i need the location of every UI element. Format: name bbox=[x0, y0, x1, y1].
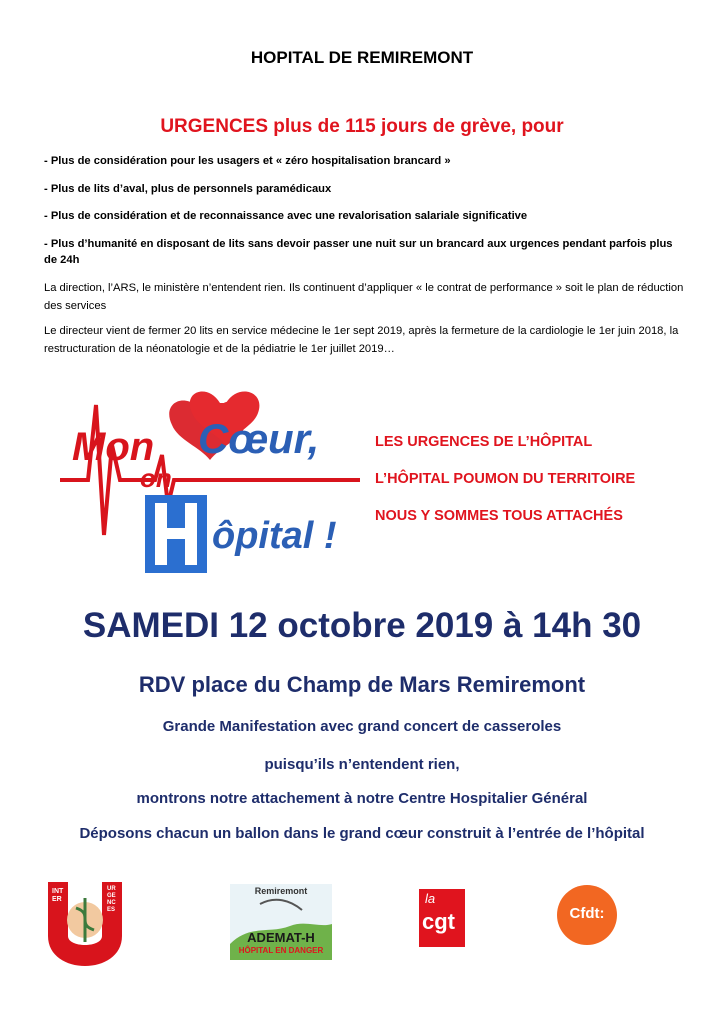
ademat-tagline: HÔPITAL EN DANGER bbox=[238, 946, 324, 955]
paragraph-direction: La direction, l’ARS, le ministère n’entendent rien. Ils continuent d’appliquer « le contrat de performance » soit le plan de réduction des services bbox=[44, 282, 684, 312]
slogan-line: L’HÔPITAL POUMON DU TERRITOIRE bbox=[375, 471, 636, 487]
cfdt-name: Cfdt: bbox=[569, 905, 605, 922]
ademat-logo bbox=[230, 884, 332, 960]
logo-word-mon: Mon bbox=[72, 425, 155, 469]
logo-word-coeur: Cœur, bbox=[198, 415, 320, 462]
demand-item: - Plus d’humanité en disposant de lits sans devoir passer une nuit sur un brancard aux urgences pendant parfois plus de 24h bbox=[44, 238, 673, 266]
paragraph-closures: Le directeur vient de fermer 20 lits en service médecine le 1er sept 2019, après la fermeture de la cardiologie le 1er juin 2018, la restructuration de la néonatologie et de la pédiatrie le 1er juillet 2019… bbox=[44, 325, 679, 355]
page-title: HOPITAL DE REMIREMONT bbox=[250, 48, 474, 67]
logo-word-on: on bbox=[140, 463, 172, 493]
logo-word-hopital: ôpital ! bbox=[212, 515, 337, 557]
strike-headline: URGENCES plus de 115 jours de grève, pour bbox=[160, 116, 564, 137]
event-place: RDV place du Champ de Mars Remiremont bbox=[138, 672, 586, 697]
urgences-label: URGENCES bbox=[107, 886, 116, 913]
event-date: SAMEDI 12 octobre 2019 à 14h 30 bbox=[82, 606, 642, 645]
demand-item: - Plus de lits d’aval, plus de personnels paramédicaux bbox=[44, 183, 332, 195]
demand-item: - Plus de considération pour les usagers et « zéro hospitalisation brancard » bbox=[44, 155, 451, 167]
campaign-logo bbox=[60, 385, 360, 585]
slogan-line: NOUS Y SOMMES TOUS ATTACHÉS bbox=[375, 508, 623, 524]
ademat-name: ADEMAT-H bbox=[247, 930, 315, 945]
slogan-line: LES URGENCES DE L’HÔPITAL bbox=[375, 434, 593, 450]
inter-label: INTER bbox=[52, 888, 64, 903]
event-line: puisqu’ils n’entendent rien, bbox=[264, 756, 460, 773]
demand-item: - Plus de considération et de reconnaissance avec une revalorisation salariale significative bbox=[44, 210, 528, 222]
cgt-logo bbox=[419, 889, 465, 947]
event-line: Grande Manifestation avec grand concert de casseroles bbox=[162, 718, 562, 735]
event-line: Déposons chacun un ballon dans le grand cœur construit à l’entrée de l’hôpital bbox=[79, 825, 645, 842]
slogans-block bbox=[375, 434, 695, 545]
cgt-name: cgt bbox=[422, 909, 455, 934]
event-line: montrons notre attachement à notre Centre Hospitalier Général bbox=[136, 790, 588, 807]
inter-urgences-logo bbox=[44, 880, 126, 966]
ademat-city: Remiremont bbox=[254, 886, 308, 896]
cgt-la: la bbox=[425, 891, 436, 906]
cfdt-logo bbox=[557, 885, 617, 945]
